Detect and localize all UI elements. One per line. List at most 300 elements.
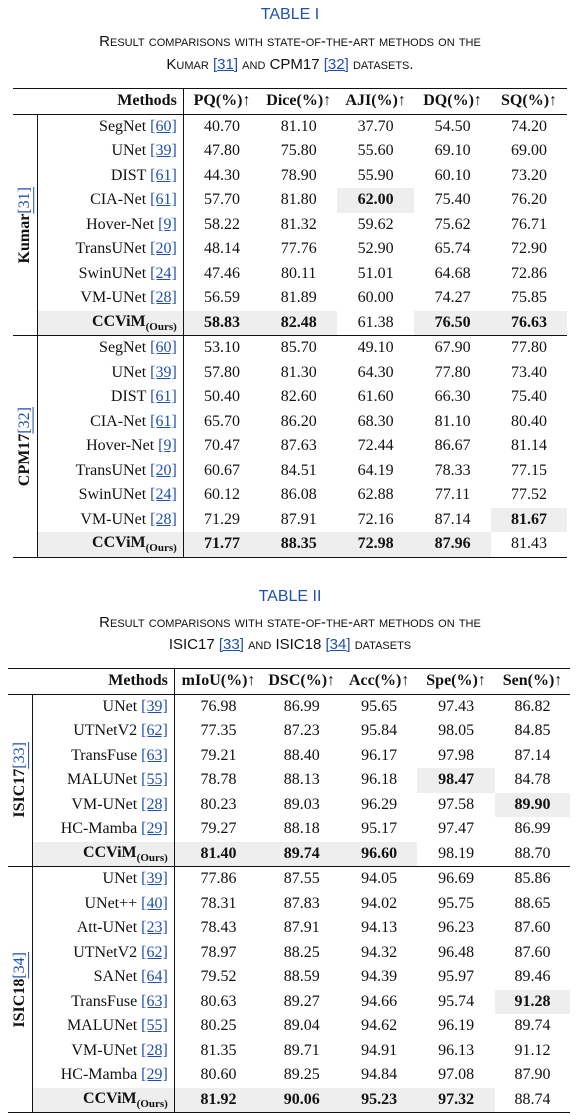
method-cell — [32, 965, 174, 990]
table-row — [13, 483, 567, 508]
value-cell: 82.48 — [260, 311, 337, 336]
value-cell: 77.80 — [491, 336, 567, 361]
value-cell: 96.29 — [361, 795, 398, 813]
value-cell: 98.05 — [438, 722, 475, 740]
method-name: UNet — [102, 870, 138, 888]
value-cell: 86.08 — [280, 486, 317, 504]
table-row — [13, 385, 567, 410]
value-cell: 95.75 — [438, 894, 475, 912]
method-name: SegNet — [99, 117, 147, 135]
value-cell: 94.84 — [361, 1066, 398, 1084]
value-cell: 47.46 — [204, 264, 241, 282]
method-cell — [32, 744, 174, 769]
col-header-2: Dice(%)↑ — [260, 89, 337, 115]
group-label — [16, 407, 34, 486]
method-cell — [37, 237, 183, 262]
method-name: CCViM — [83, 843, 137, 861]
method-ref-link[interactable]: [28] — [141, 1041, 168, 1059]
group-ref-link[interactable]: [31] — [15, 186, 33, 214]
value-cell: 84.85 — [514, 722, 551, 740]
method-name: CCViM — [92, 312, 146, 330]
table-row — [8, 867, 570, 892]
table-row — [8, 1063, 570, 1088]
method-cell — [37, 410, 183, 435]
table1-caption-ref-kumar[interactable]: [31] — [212, 56, 239, 73]
value-cell: 82.60 — [280, 388, 317, 406]
value-cell: 87.96 — [414, 532, 491, 557]
value-cell: 89.03 — [283, 795, 320, 813]
value-cell: 94.13 — [361, 919, 398, 937]
value-cell: 55.90 — [357, 166, 394, 184]
method-name: TransUNet — [75, 461, 147, 479]
group-name: Kumar — [15, 213, 33, 263]
value-cell: 80.63 — [200, 992, 237, 1010]
method-ref-link[interactable]: [23] — [141, 919, 168, 937]
col-header-methods: Methods — [8, 669, 174, 695]
method-cell — [37, 311, 183, 336]
method-ref-link[interactable]: [9] — [158, 437, 177, 455]
value-cell: 98.47 — [417, 768, 495, 793]
method-cell — [37, 508, 183, 533]
value-cell: 81.10 — [434, 412, 471, 430]
value-cell: 80.25 — [200, 1017, 237, 1035]
value-cell: 75.80 — [280, 142, 317, 160]
value-cell: 87.23 — [283, 722, 320, 740]
table-row — [13, 213, 567, 238]
value-cell: 56.59 — [204, 289, 241, 307]
value-cell: 87.60 — [514, 919, 551, 937]
method-cell — [32, 867, 174, 892]
method-cell — [32, 768, 174, 793]
value-cell: 89.46 — [514, 968, 551, 986]
method-name: HC-Mamba — [60, 820, 138, 838]
method-name: UNet — [111, 142, 147, 160]
method-cell — [32, 916, 174, 941]
value-cell: 81.80 — [280, 191, 317, 209]
method-ref-link[interactable]: [29] — [141, 1066, 168, 1084]
method-ref-link[interactable]: [39] — [150, 142, 177, 160]
value-cell: 80.40 — [511, 412, 548, 430]
value-cell: 88.13 — [283, 771, 320, 789]
method-cell — [37, 139, 183, 164]
value-cell: 81.35 — [200, 1041, 237, 1059]
value-cell: 52.90 — [357, 240, 394, 258]
method-cell — [32, 719, 174, 744]
method-cell — [37, 532, 183, 557]
table-row — [13, 532, 567, 557]
method-ref-link[interactable]: [55] — [141, 771, 168, 789]
value-cell: 76.71 — [511, 215, 548, 233]
value-cell: 96.48 — [438, 943, 475, 961]
value-cell: 71.77 — [183, 532, 260, 557]
value-cell: 59.62 — [357, 215, 394, 233]
value-cell: 78.90 — [280, 166, 317, 184]
value-cell: 88.40 — [283, 746, 320, 764]
group-label-cell — [13, 336, 37, 558]
value-cell: 88.35 — [260, 532, 337, 557]
table2-caption-ref-isic18[interactable]: [34] — [325, 636, 351, 653]
table-row — [13, 508, 567, 533]
value-cell: 96.69 — [417, 867, 495, 892]
table-row — [8, 1088, 570, 1113]
method-ref-link[interactable]: [39] — [141, 870, 168, 888]
table-row — [8, 719, 570, 744]
table1-caption-ref-cpm[interactable]: [32] — [323, 56, 349, 73]
method-cell — [37, 385, 183, 410]
method-ref-link[interactable]: [61] — [150, 191, 177, 209]
value-cell: 96.17 — [361, 746, 398, 764]
method-ref-link[interactable]: [60] — [150, 117, 177, 135]
value-cell: 97.32 — [417, 1088, 495, 1113]
group-label-cell — [8, 867, 32, 1113]
method-name: SANet — [93, 968, 138, 986]
table-row — [8, 941, 570, 966]
value-cell: 81.14 — [511, 437, 548, 455]
method-name: CIA-Net — [90, 191, 147, 209]
group-name: ISIC18 — [10, 978, 28, 1028]
group-label-cell — [13, 114, 37, 336]
value-cell: 55.60 — [357, 142, 394, 160]
method-name: CCViM — [83, 1089, 137, 1107]
method-name: TransFuse — [71, 992, 138, 1010]
method-name: CCViM — [92, 534, 146, 552]
value-cell: 94.32 — [361, 943, 398, 961]
value-cell: 79.52 — [200, 968, 237, 986]
value-cell: 72.90 — [511, 240, 548, 258]
header-row — [8, 669, 570, 695]
method-name: SegNet — [99, 339, 147, 357]
method-ref-link[interactable]: [63] — [141, 746, 168, 764]
value-cell: 73.40 — [511, 363, 548, 381]
method-cell — [32, 990, 174, 1015]
value-cell: 78.43 — [200, 919, 237, 937]
value-cell: 91.12 — [514, 1041, 551, 1059]
header-row — [13, 89, 567, 115]
value-cell: 89.74 — [262, 842, 341, 867]
value-cell: 64.19 — [357, 461, 394, 479]
method-cell — [32, 1088, 174, 1113]
value-cell: 74.20 — [491, 114, 567, 139]
value-cell: 60.67 — [204, 461, 241, 479]
method-name: UTNetV2 — [73, 722, 138, 740]
value-cell: 87.63 — [280, 437, 317, 455]
table-row — [13, 164, 567, 189]
value-cell: 49.10 — [337, 336, 414, 361]
method-cell — [37, 434, 183, 459]
value-cell: 76.63 — [491, 311, 567, 336]
col-header-1: mIoU(%)↑ — [174, 669, 262, 695]
value-cell: 95.84 — [361, 722, 398, 740]
value-cell: 84.51 — [280, 461, 317, 479]
value-cell: 77.86 — [174, 867, 262, 892]
table-row — [13, 361, 567, 386]
method-ref-link[interactable]: [29] — [141, 820, 168, 838]
method-ref-link[interactable]: [9] — [158, 215, 177, 233]
table-row — [13, 311, 567, 336]
value-cell: 80.23 — [200, 795, 237, 813]
method-name: DIST — [110, 388, 147, 406]
method-ref-link[interactable]: [28] — [150, 289, 177, 307]
method-ref-link[interactable]: [24] — [150, 486, 177, 504]
value-cell: 78.97 — [200, 943, 237, 961]
method-name: UTNetV2 — [73, 943, 138, 961]
value-cell: 77.80 — [434, 363, 471, 381]
table1-caption-cpm: and CPM17 — [238, 56, 324, 73]
value-cell: 87.14 — [514, 746, 551, 764]
method-name: Att-UNet — [76, 919, 138, 937]
value-cell: 96.60 — [341, 842, 417, 867]
value-cell: 72.86 — [511, 264, 548, 282]
method-cell — [37, 286, 183, 311]
value-cell: 51.01 — [357, 264, 394, 282]
table2-caption-ref-isic17[interactable]: [33] — [218, 636, 244, 653]
group-ref-link[interactable]: [34] — [10, 951, 28, 979]
value-cell: 79.27 — [200, 820, 237, 838]
table-row — [8, 842, 570, 867]
value-cell: 74.27 — [434, 289, 471, 307]
col-header-5: SQ(%)↑ — [491, 89, 567, 115]
value-cell: 94.66 — [361, 992, 398, 1010]
table-row — [13, 237, 567, 262]
method-subscript: (Ours) — [145, 542, 177, 555]
group-name: CPM17 — [15, 433, 33, 486]
value-cell: 97.43 — [417, 694, 495, 719]
value-cell: 54.50 — [414, 114, 491, 139]
method-cell — [32, 842, 174, 867]
value-cell: 85.70 — [260, 336, 337, 361]
table2-caption-isic17: ISIC17 — [168, 636, 219, 653]
value-cell: 96.13 — [438, 1041, 475, 1059]
value-cell: 81.32 — [280, 215, 317, 233]
table-row — [13, 336, 567, 361]
col-header-4: Spe(%)↑ — [417, 669, 495, 695]
value-cell: 37.70 — [337, 114, 414, 139]
method-cell — [32, 1014, 174, 1039]
method-name: Hover-Net — [86, 437, 155, 455]
method-name: TransFuse — [71, 746, 138, 764]
value-cell: 47.80 — [204, 142, 241, 160]
table-row — [13, 434, 567, 459]
value-cell: 95.23 — [341, 1088, 417, 1113]
value-cell: 76.20 — [511, 191, 548, 209]
method-ref-link[interactable]: [60] — [150, 339, 177, 357]
table1-label: TABLE I — [260, 6, 320, 23]
value-cell: 87.14 — [434, 510, 471, 528]
value-cell: 81.92 — [174, 1088, 262, 1113]
table-row — [8, 817, 570, 842]
value-cell: 87.60 — [514, 943, 551, 961]
value-cell: 97.58 — [438, 795, 475, 813]
value-cell: 87.91 — [283, 919, 320, 937]
value-cell: 76.98 — [174, 694, 262, 719]
value-cell: 95.74 — [438, 992, 475, 1010]
value-cell: 79.21 — [200, 746, 237, 764]
table-row — [13, 459, 567, 484]
value-cell: 77.15 — [511, 461, 548, 479]
method-name: DIST — [110, 166, 147, 184]
method-cell — [37, 483, 183, 508]
value-cell: 60.10 — [434, 166, 471, 184]
method-cell — [32, 1063, 174, 1088]
method-name: VM-UNet — [71, 1041, 138, 1059]
value-cell: 72.98 — [337, 532, 414, 557]
value-cell: 94.39 — [361, 968, 398, 986]
method-cell — [37, 213, 183, 238]
value-cell: 88.18 — [283, 820, 320, 838]
value-cell: 89.25 — [283, 1066, 320, 1084]
value-cell: 60.00 — [357, 289, 394, 307]
method-subscript: (Ours) — [136, 1097, 168, 1110]
value-cell: 95.97 — [438, 968, 475, 986]
value-cell: 84.78 — [514, 771, 551, 789]
table2-label: TABLE II — [258, 588, 322, 605]
table1-caption-line1: Result comparisons with state-of-the-art methods on the — [99, 33, 481, 50]
table1-caption-line2 — [0, 53, 580, 76]
method-name: SwinUNet — [78, 486, 147, 504]
method-ref-link[interactable]: [55] — [141, 1017, 168, 1035]
table-row — [8, 1039, 570, 1064]
method-name: CIA-Net — [90, 412, 147, 430]
method-ref-link[interactable]: [40] — [141, 894, 168, 912]
table-row — [13, 286, 567, 311]
value-cell: 87.91 — [280, 510, 317, 528]
table-row — [8, 694, 570, 719]
method-cell — [32, 941, 174, 966]
value-cell: 94.91 — [361, 1041, 398, 1059]
value-cell: 89.71 — [283, 1041, 320, 1059]
table2-caption-line2 — [0, 633, 580, 656]
table-row — [8, 990, 570, 1015]
value-cell: 96.18 — [361, 771, 398, 789]
value-cell: 86.20 — [280, 412, 317, 430]
value-cell: 81.43 — [491, 532, 567, 557]
value-cell: 77.35 — [200, 722, 237, 740]
table-row — [8, 892, 570, 917]
value-cell: 86.99 — [262, 694, 341, 719]
method-ref-link[interactable]: [61] — [150, 412, 177, 430]
method-ref-link[interactable]: [28] — [141, 795, 168, 813]
table-row — [8, 793, 570, 818]
method-cell — [37, 262, 183, 287]
group-label — [11, 742, 29, 818]
value-cell: 94.62 — [361, 1017, 398, 1035]
col-header-4: DQ(%)↑ — [414, 89, 491, 115]
table-row — [13, 114, 567, 139]
value-cell: 80.60 — [200, 1066, 237, 1084]
value-cell: 53.10 — [183, 336, 260, 361]
value-cell: 81.40 — [174, 842, 262, 867]
value-cell: 62.88 — [357, 486, 394, 504]
method-ref-link[interactable]: [28] — [150, 510, 177, 528]
method-ref-link[interactable]: [63] — [141, 992, 168, 1010]
value-cell: 98.19 — [438, 844, 475, 862]
value-cell: 75.62 — [434, 215, 471, 233]
value-cell: 86.82 — [495, 694, 570, 719]
group-ref-link[interactable]: [33] — [10, 742, 28, 770]
value-cell: 76.50 — [414, 311, 491, 336]
value-cell: 81.30 — [280, 363, 317, 381]
value-cell: 40.70 — [183, 114, 260, 139]
value-cell: 88.70 — [514, 844, 551, 862]
col-header-1: PQ(%)↑ — [183, 89, 260, 115]
table-row — [8, 916, 570, 941]
method-ref-link[interactable]: [62] — [141, 943, 168, 961]
value-cell: 88.74 — [495, 1088, 570, 1113]
method-ref-link[interactable]: [20] — [150, 240, 177, 258]
table-row — [8, 768, 570, 793]
value-cell: 97.08 — [438, 1066, 475, 1084]
method-cell — [37, 114, 183, 139]
group-ref-link[interactable]: [32] — [15, 406, 33, 434]
table-row — [13, 188, 567, 213]
col-header-2: DSC(%)↑ — [262, 669, 341, 695]
method-ref-link[interactable]: [61] — [150, 166, 177, 184]
value-cell: 58.22 — [204, 215, 241, 233]
value-cell: 89.74 — [514, 1017, 551, 1035]
method-name: SwinUNet — [78, 264, 147, 282]
col-header-3: Acc(%)↑ — [341, 669, 417, 695]
value-cell: 89.90 — [495, 793, 570, 818]
value-cell: 61.38 — [357, 313, 394, 331]
value-cell: 91.28 — [495, 990, 570, 1015]
value-cell: 75.40 — [511, 388, 548, 406]
table1 — [13, 88, 567, 558]
value-cell: 88.59 — [283, 968, 320, 986]
method-ref-link[interactable]: [20] — [150, 461, 177, 479]
method-ref-link[interactable]: [39] — [150, 363, 177, 381]
method-cell — [32, 694, 174, 719]
table1-caption-kumar: Kumar — [166, 56, 213, 73]
value-cell: 96.23 — [438, 919, 475, 937]
value-cell: 96.19 — [438, 1017, 475, 1035]
table-row — [13, 139, 567, 164]
table1-caption-tail: datasets. — [348, 56, 414, 73]
col-header-methods: Methods — [13, 89, 183, 115]
method-subscript: (Ours) — [136, 851, 168, 864]
value-cell: 77.76 — [280, 240, 317, 258]
group-label — [11, 952, 29, 1028]
value-cell: 77.52 — [511, 486, 548, 504]
value-cell: 78.31 — [200, 894, 237, 912]
value-cell: 97.47 — [438, 820, 475, 838]
value-cell: 94.05 — [341, 867, 417, 892]
method-subscript: (Ours) — [145, 320, 177, 333]
method-ref-link[interactable]: [39] — [141, 697, 168, 715]
value-cell: 85.86 — [495, 867, 570, 892]
method-name: UNet++ — [84, 894, 138, 912]
value-cell: 88.25 — [283, 943, 320, 961]
method-ref-link[interactable]: [24] — [150, 264, 177, 282]
method-name: MALUNet — [66, 1017, 138, 1035]
table2-caption-tail: datasets — [350, 636, 412, 653]
value-cell: 75.85 — [511, 289, 548, 307]
method-cell — [37, 188, 183, 213]
method-name: Hover-Net — [86, 215, 155, 233]
method-cell — [32, 1039, 174, 1064]
value-cell: 72.16 — [357, 510, 394, 528]
method-ref-link[interactable]: [62] — [141, 722, 168, 740]
value-cell: 80.11 — [281, 264, 317, 282]
method-cell — [37, 336, 183, 361]
method-ref-link[interactable]: [61] — [150, 388, 177, 406]
method-cell — [37, 164, 183, 189]
value-cell: 67.90 — [414, 336, 491, 361]
method-ref-link[interactable]: [64] — [141, 968, 168, 986]
table-row — [13, 410, 567, 435]
value-cell: 69.00 — [511, 142, 548, 160]
value-cell: 77.11 — [434, 486, 471, 504]
value-cell: 78.33 — [434, 461, 471, 479]
